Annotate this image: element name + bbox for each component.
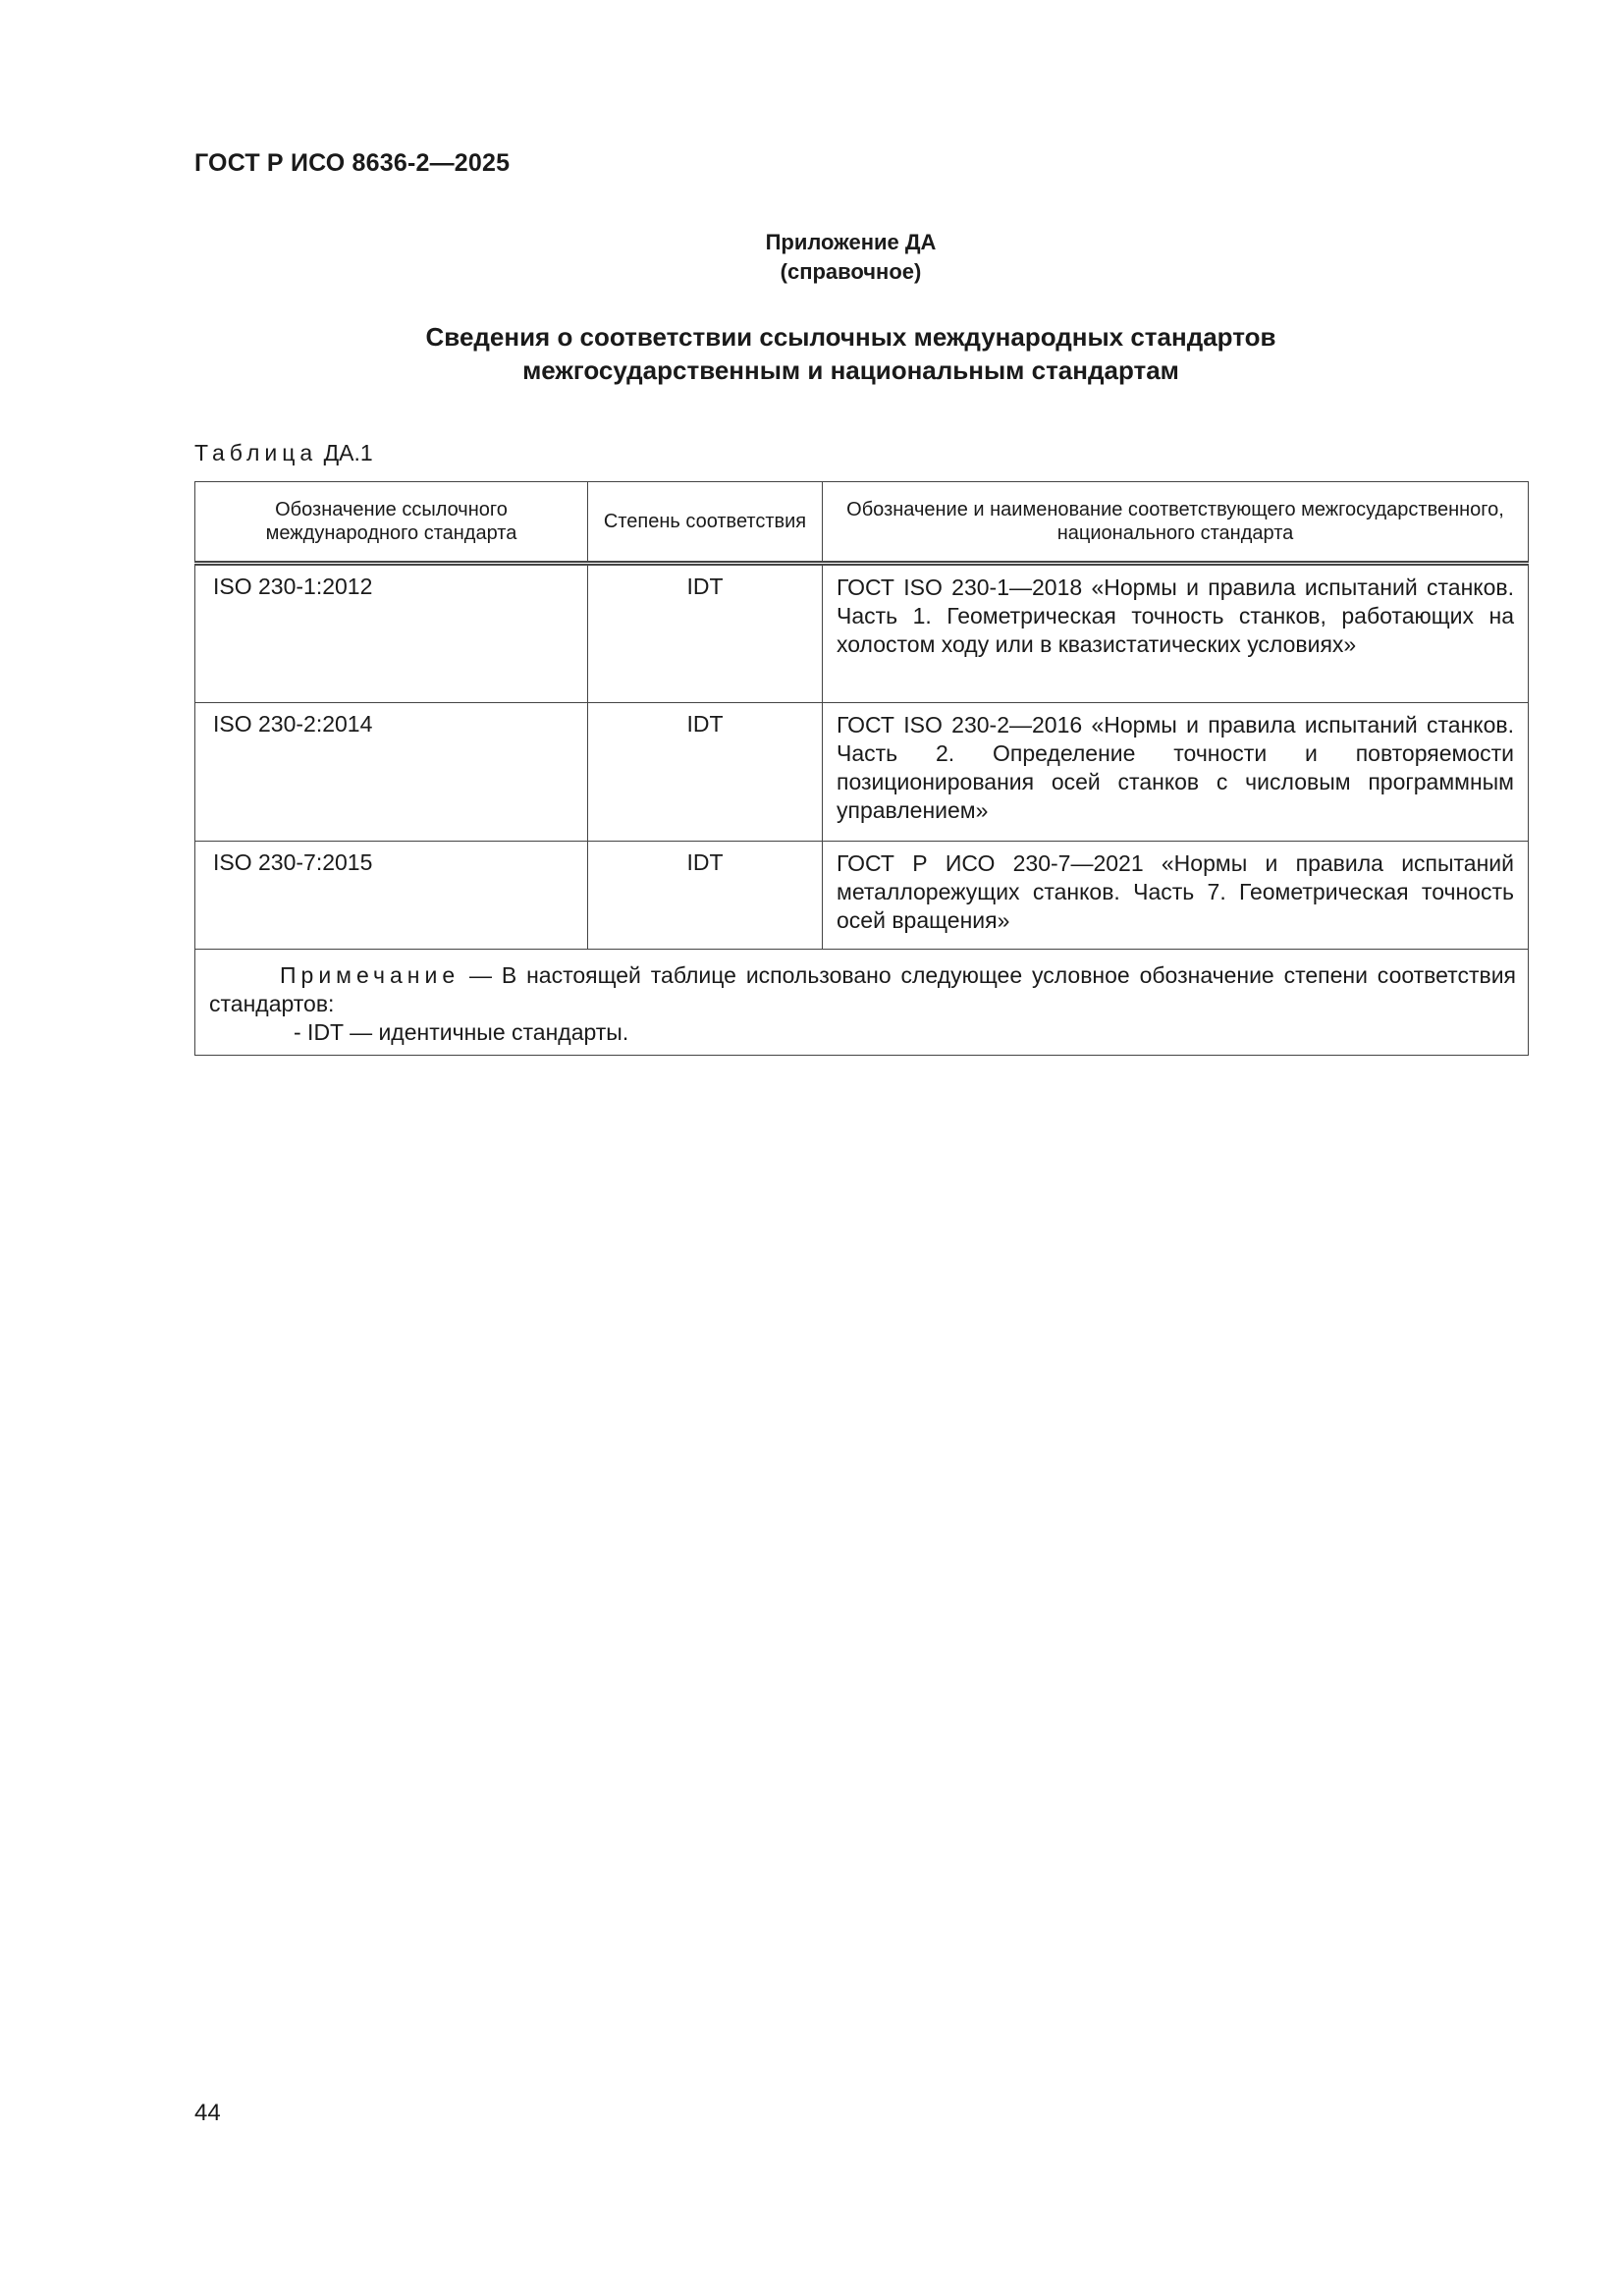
- table-row: [195, 842, 1529, 950]
- column-header-iso: Обозначение ссылочного международного стандарта: [195, 482, 588, 564]
- note-item: - IDT — идентичные стандарты.: [294, 1019, 629, 1045]
- page-number: 44: [194, 2100, 221, 2126]
- column-header-gost: Обозначение и наименование соответствующего межгосударственного, национального стандарта: [823, 482, 1529, 564]
- table-caption: [194, 440, 373, 466]
- table-row: [195, 703, 1529, 842]
- section-heading-line-2: межгосударственным и национальным стандартам: [522, 355, 1179, 385]
- degree-cell: IDT: [588, 564, 823, 703]
- appendix-kind: (справочное): [780, 259, 922, 284]
- table-caption-label: Таблица: [194, 440, 318, 465]
- table-header-row: [195, 482, 1529, 564]
- standards-table: [194, 481, 1529, 1056]
- document-code: ГОСТ Р ИСО 8636-2—2025: [194, 149, 511, 177]
- note-text: — В настоящей таблице использовано следующее условное обозначение степени соответствия стандартов:: [209, 962, 1516, 1016]
- section-heading-line-1: Сведения о соответствии ссылочных международных стандартов: [425, 322, 1276, 352]
- table-caption-number: ДА.1: [323, 440, 373, 465]
- table-note-row: [195, 950, 1529, 1056]
- gost-cell: ГОСТ ISO 230-1—2018 «Нормы и правила испытаний станков. Часть 1. Геометрическая точность станков, работающих на холостом ходу или в квазистатических условиях»: [823, 564, 1529, 703]
- table-row: [195, 564, 1529, 703]
- note-label: Примечание: [280, 962, 460, 988]
- iso-cell: ISO 230-2:2014: [195, 703, 588, 842]
- iso-cell: ISO 230-7:2015: [195, 842, 588, 950]
- gost-cell: ГОСТ Р ИСО 230-7—2021 «Нормы и правила испытаний металлорежущих станков. Часть 7. Геометрическая точность осей вращения»: [823, 842, 1529, 950]
- gost-cell: ГОСТ ISO 230-2—2016 «Нормы и правила испытаний станков. Часть 2. Определение точности и повторяемости позиционирования осей станков с числовым программным управлением»: [823, 703, 1529, 842]
- column-header-degree: Степень соответствия: [588, 482, 823, 564]
- degree-cell: IDT: [588, 703, 823, 842]
- iso-cell: ISO 230-1:2012: [195, 564, 588, 703]
- table-note: [195, 950, 1529, 1056]
- degree-cell: IDT: [588, 842, 823, 950]
- appendix-title: Приложение ДА: [765, 230, 937, 254]
